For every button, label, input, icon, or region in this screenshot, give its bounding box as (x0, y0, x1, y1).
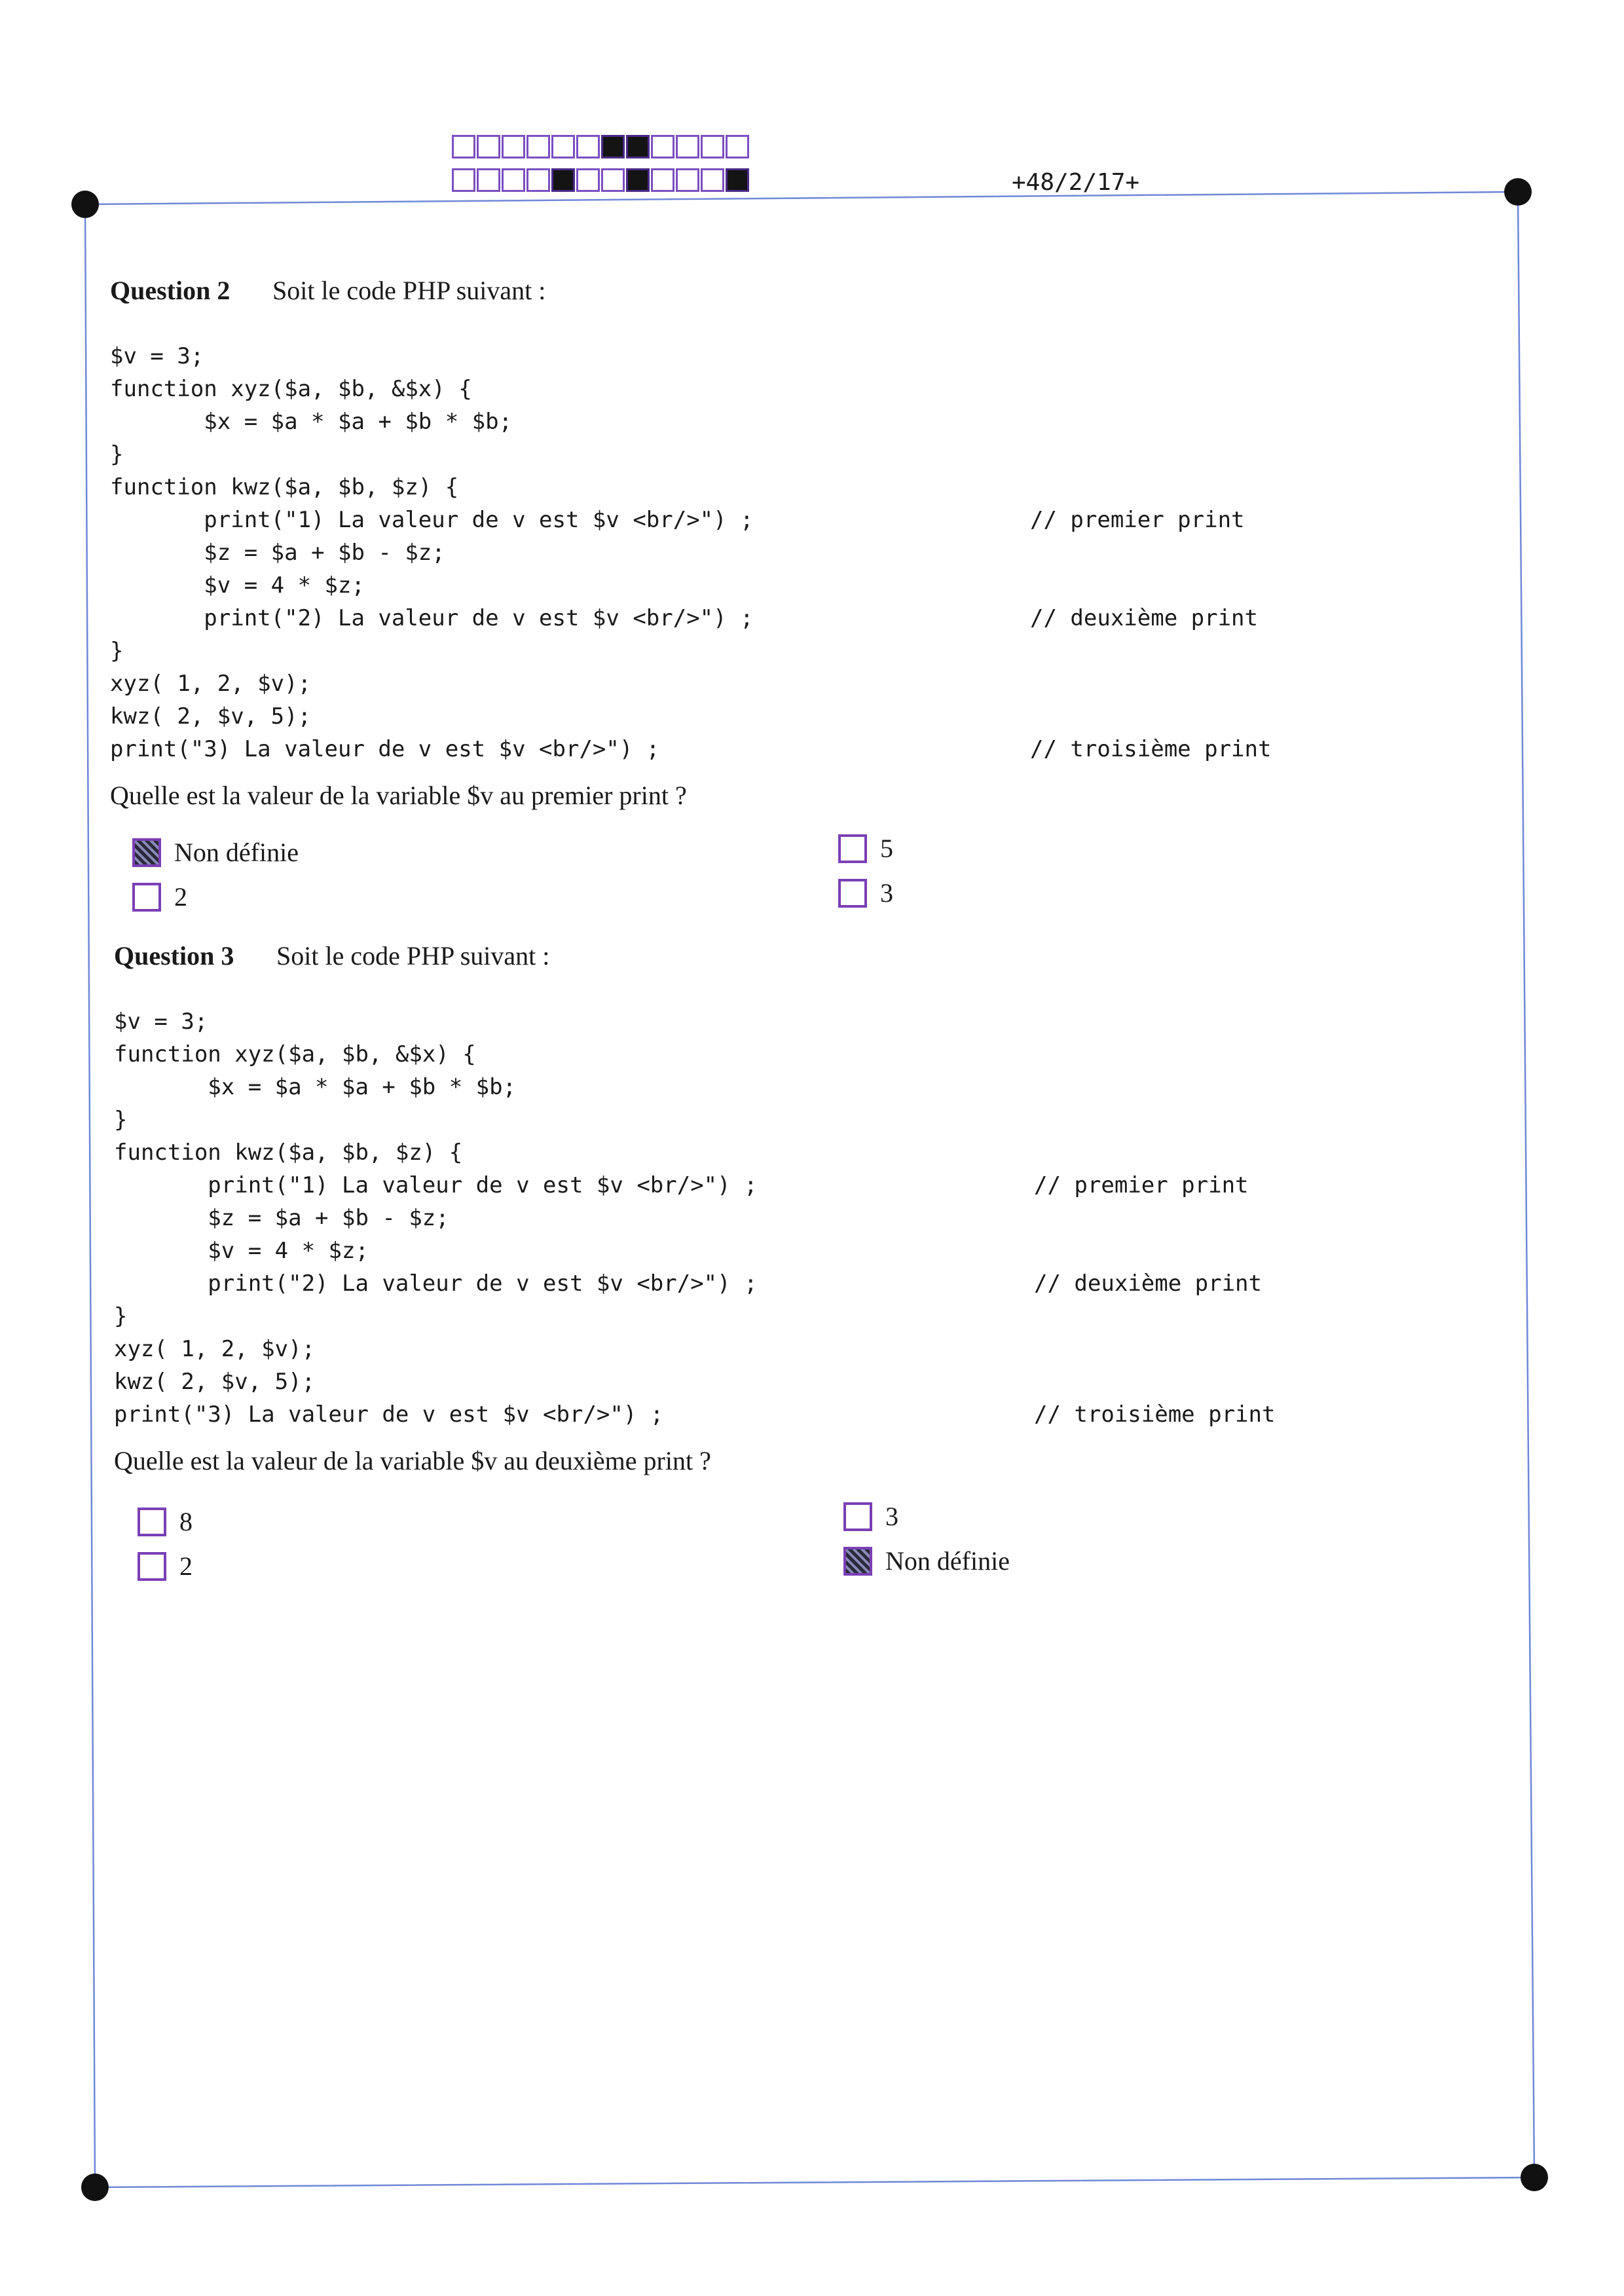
answer-label: 2 (174, 882, 187, 912)
code-line: $v = 4 * $z; (110, 572, 365, 599)
code-line: print("1) La valeur de v est $v <br/>") ; // premier print (114, 1169, 1489, 1202)
id-strip-cell (526, 168, 550, 192)
answer-option[interactable] (138, 1506, 193, 1537)
code-line: $v = 3; (114, 1009, 208, 1035)
question-3 (114, 940, 1489, 1601)
answer-checkbox[interactable] (138, 1552, 166, 1581)
answer-checkbox[interactable] (843, 1502, 872, 1531)
question-intro: Soit le code PHP suivant : (272, 276, 546, 305)
answer-checkbox[interactable] (138, 1508, 166, 1536)
code-line: function xyz($a, $b, &$x) { (110, 376, 472, 402)
code-line: function kwz($a, $b, $z) { (114, 1139, 463, 1166)
code-block (114, 1005, 1489, 1431)
id-strip-cell (701, 168, 724, 192)
code-line: $z = $a + $b - $z; (114, 1205, 449, 1231)
code-line: function kwz($a, $b, $z) { (110, 474, 459, 500)
code-line: } (114, 1107, 128, 1133)
question-prompt: Quelle est la valeur de la variable $v au premier print ? (110, 781, 687, 810)
code-block (110, 340, 1485, 766)
id-strip-cell (601, 135, 625, 158)
id-strip-cell (651, 168, 674, 192)
answer-label: 3 (880, 878, 893, 908)
registration-mark-bottom-right (1521, 2164, 1548, 2191)
id-strip-cell (626, 168, 650, 192)
code-line: kwz( 2, $v, 5); (114, 1369, 316, 1395)
id-strip-cell (626, 135, 650, 158)
id-strip-cell (576, 135, 600, 158)
answer-option[interactable] (838, 833, 893, 864)
code-line: kwz( 2, $v, 5); (110, 703, 312, 730)
code-line: function xyz($a, $b, &$x) { (114, 1041, 476, 1067)
code-comment: // premier print (1030, 507, 1245, 533)
registration-mark-top-right (1504, 178, 1532, 206)
code-comment: // deuxième print (1034, 1270, 1262, 1297)
code-line: $x = $a * $a + $b * $b; (114, 1074, 517, 1100)
code-line: } (114, 1303, 128, 1329)
question-2 (110, 275, 1485, 935)
code-line: $v = 3; (110, 343, 204, 369)
question-label: Question 3 (114, 941, 234, 971)
id-strip-cell (477, 135, 500, 158)
code-comment: // deuxième print (1030, 605, 1258, 631)
id-strip-cell (676, 135, 699, 158)
answer-checkbox[interactable] (132, 838, 161, 867)
page-code: +48/2/17+ (1012, 169, 1140, 196)
answer-option[interactable] (838, 878, 893, 908)
answer-checkbox[interactable] (843, 1547, 872, 1576)
code-line: print("2) La valeur de v est $v <br/>") ; // deuxième print (110, 602, 1485, 635)
code-line: $x = $a * $a + $b * $b; (110, 409, 513, 435)
id-strip-cell (551, 135, 575, 158)
code-line: print("3) La valeur de v est $v <br/>") ; // troisième print (114, 1398, 1489, 1431)
id-strip-cell (601, 168, 625, 192)
code-line: $z = $a + $b - $z; (110, 540, 445, 566)
answer-option[interactable] (843, 1546, 1010, 1576)
id-strip-cell (526, 135, 550, 158)
registration-mark-bottom-left (81, 2174, 109, 2201)
question-header (114, 940, 1489, 971)
code-line: xyz( 1, 2, $v); (110, 671, 312, 697)
answer-label: 3 (885, 1502, 898, 1531)
answer-checkbox[interactable] (132, 883, 161, 912)
code-comment: // troisième print (1030, 736, 1272, 762)
code-comment: // premier print (1034, 1172, 1249, 1198)
registration-mark-top-left (71, 191, 99, 218)
answer-option[interactable] (843, 1501, 898, 1532)
answer-label: 5 (880, 834, 893, 863)
code-comment: // troisième print (1034, 1401, 1276, 1428)
code-line: xyz( 1, 2, $v); (114, 1336, 316, 1362)
id-strip-cell (502, 168, 525, 192)
answer-label: 2 (179, 1551, 193, 1581)
id-strip-cell (502, 135, 525, 158)
code-line: $v = 4 * $z; (114, 1238, 369, 1264)
id-strip-cell (726, 168, 749, 192)
id-strip-row-2 (452, 168, 749, 193)
id-strip-cell (452, 168, 475, 192)
code-line: } (110, 638, 124, 664)
code-line: } (110, 441, 124, 468)
id-strip-cell (576, 168, 600, 192)
id-strip-cell (726, 135, 749, 158)
code-line: print("3) La valeur de v est $v <br/>") ; // troisième print (110, 733, 1485, 766)
id-strip-cell (452, 135, 475, 158)
code-line: print("1) La valeur de v est $v <br/>") ; // premier print (110, 504, 1485, 536)
code-line: print("2) La valeur de v est $v <br/>") ; // deuxième print (114, 1267, 1489, 1300)
id-strip-cell (676, 168, 699, 192)
answer-checkbox[interactable] (838, 879, 867, 908)
id-strip-cell (477, 168, 500, 192)
answer-checkbox[interactable] (838, 834, 867, 863)
answer-label: Non définie (174, 838, 299, 867)
id-strip-row-1 (452, 135, 749, 160)
question-header (110, 275, 1485, 306)
answer-option[interactable] (132, 837, 299, 868)
question-intro: Soit le code PHP suivant : (276, 941, 550, 971)
answer-options (114, 1502, 1489, 1601)
answer-options (110, 834, 1485, 935)
id-strip-cell (701, 135, 724, 158)
answer-label: 8 (179, 1507, 193, 1536)
answer-option[interactable] (138, 1551, 193, 1582)
answer-label: Non définie (885, 1546, 1010, 1576)
answer-option[interactable] (132, 881, 187, 912)
question-label: Question 2 (110, 276, 231, 305)
id-strip-cell (651, 135, 674, 158)
question-prompt: Quelle est la valeur de la variable $v au deuxième print ? (114, 1446, 711, 1475)
id-strip-cell (551, 168, 575, 192)
